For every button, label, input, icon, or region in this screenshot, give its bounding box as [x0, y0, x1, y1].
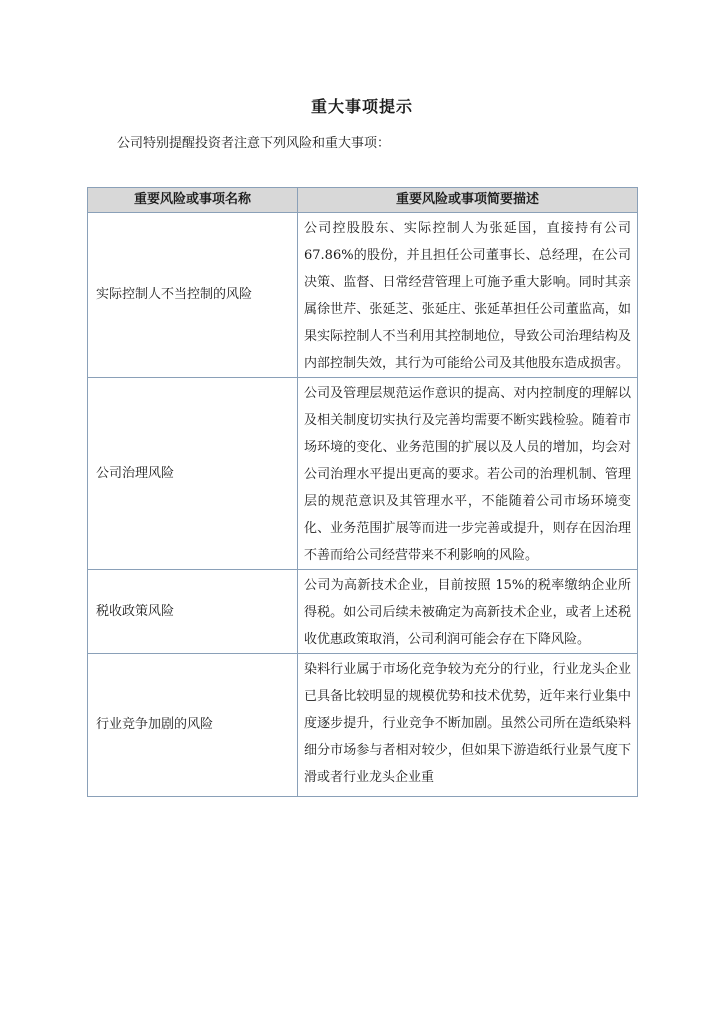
risk-name-cell: 税收政策风险 [88, 570, 298, 654]
intro-paragraph: 公司特别提醒投资者注意下列风险和重大事项： [117, 136, 391, 151]
risk-name-cell: 行业竞争加剧的风险 [88, 654, 298, 797]
table-row [88, 378, 638, 570]
risk-description-cell: 公司为高新技术企业，目前按照 15%的税率缴纳企业所得税。如公司后续未被确定为高新技术企业，或者上述税收优惠政策取消，公司利润可能会存在下降风险。 [298, 570, 638, 654]
risk-table [87, 187, 638, 797]
risk-name-cell: 实际控制人不当控制的风险 [88, 213, 298, 378]
table-row [88, 213, 638, 378]
column-header-description: 重要风险或事项简要描述 [298, 188, 638, 213]
table-row [88, 654, 638, 797]
risk-name-cell: 公司治理风险 [88, 378, 298, 570]
table-row [88, 570, 638, 654]
document-title: 重大事项提示 [310, 97, 413, 116]
risk-description-cell: 染料行业属于市场化竞争较为充分的行业，行业龙头企业已具备比较明显的规模优势和技术优势，近年来行业集中度逐步提升，行业竞争不断加剧。虽然公司所在造纸染料细分市场参与者相对较少，但如果下游造纸行业景气度下滑或者行业龙头企业重 [298, 654, 638, 797]
column-header-name: 重要风险或事项名称 [88, 188, 298, 213]
table-header-row [88, 188, 638, 213]
risk-description-cell: 公司控股股东、实际控制人为张延国，直接持有公司 67.86%的股份，并且担任公司董事长、总经理，在公司决策、监督、日常经营管理上可施予重大影响。同时其亲属徐世芹、张延芝、张延庄、张延革担任公司董监高，如果实际控制人不当利用其控制地位，导致公司治理结构及内部控制失效，其行为可能给公司及其他股东造成损害。 [298, 213, 638, 378]
risk-description-cell: 公司及管理层规范运作意识的提高、对内控制度的理解以及相关制度切实执行及完善均需要不断实践检验。随着市场环境的变化、业务范围的扩展以及人员的增加，均会对公司治理水平提出更高的要求。若公司的治理机制、管理层的规范意识及其管理水平，不能随着公司市场环境变化、业务范围扩展等而进一步完善或提升，则存在因治理不善而给公司经营带来不利影响的风险。 [298, 378, 638, 570]
